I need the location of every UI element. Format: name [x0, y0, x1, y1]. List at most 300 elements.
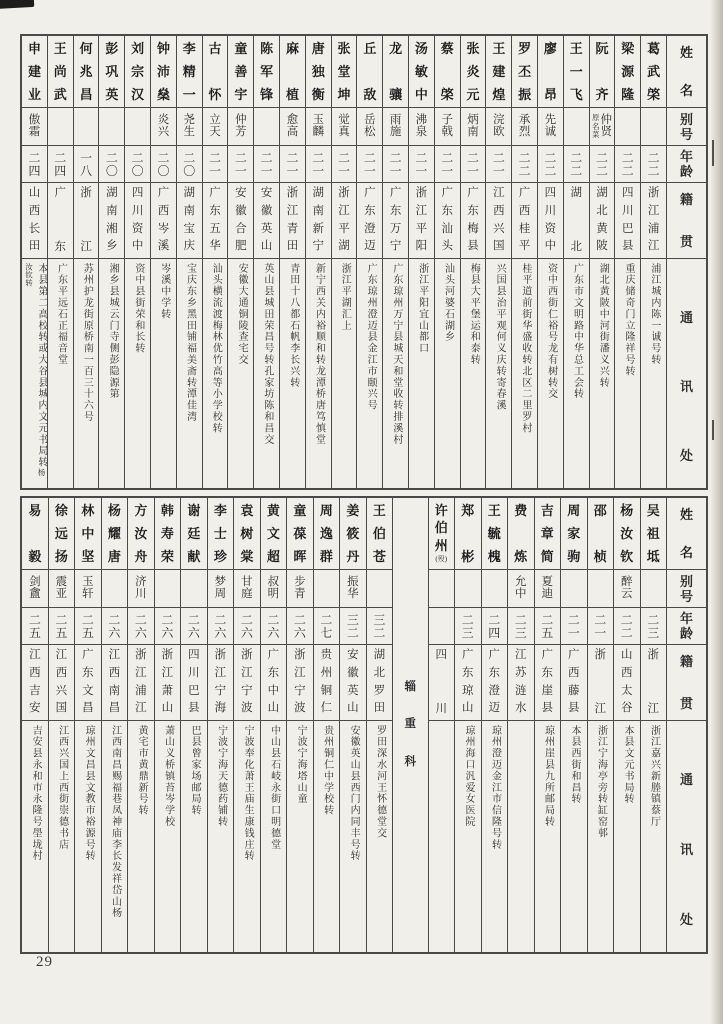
native-cell: 安 徽 合 肥 [228, 183, 253, 259]
alias-text: 浣 欧 [493, 113, 505, 138]
alias-cell [48, 108, 73, 146]
alias-cell [429, 570, 455, 608]
header-cell-age: 年 龄 [667, 146, 706, 183]
native-cell: 广 东 五 华 [203, 183, 228, 259]
alias-text: 沸 泉 [415, 113, 428, 138]
age-cell: 二 二 [564, 146, 589, 183]
age-cell: 二 六 [181, 608, 207, 645]
age-cell: 二 二 [614, 608, 640, 645]
alias-note: 原 名 菜 [592, 113, 600, 140]
age-cell: 二 六 [208, 608, 234, 645]
address-text: 资中县街荣和长转 [132, 263, 144, 355]
age-cell: 二 六 [261, 608, 287, 645]
directory-table-top [20, 34, 708, 490]
address-cell [125, 259, 150, 488]
address-text: 兴国县治平观何义庆转寄春溪 [494, 263, 506, 412]
alias-cell [641, 570, 667, 608]
person-column [614, 36, 640, 488]
age-cell: 二 一 [306, 146, 331, 183]
address-text: 苏州护龙街原桥南一百三十六号 [81, 263, 93, 423]
address-cell [151, 259, 176, 488]
name-cell: 蔡 棨 [435, 36, 460, 108]
person-column [22, 36, 47, 488]
section-divider-column: 辎 重 科 [392, 498, 427, 952]
alias-cell [22, 570, 48, 608]
age-cell [429, 608, 455, 645]
person-column [22, 498, 48, 952]
alias-cell [561, 570, 587, 608]
address-cell [22, 721, 48, 952]
address-cell [383, 259, 408, 488]
alias-text: 仲 贤 [600, 113, 612, 138]
native-cell: 浙 江 浦 江 [641, 183, 666, 259]
address-cell [641, 721, 667, 952]
person-column [101, 498, 128, 952]
person-column [313, 498, 340, 952]
name-cell: 方 汝 舟 [128, 498, 154, 570]
person-column [331, 36, 357, 488]
person-column [640, 498, 667, 952]
native-cell: 贵 州 铜 仁 [314, 645, 340, 721]
native-cell: 广 东 澄 迈 [357, 183, 382, 259]
name-cell: 童 善 宇 [228, 36, 253, 108]
alias-cell [181, 570, 207, 608]
address-cell [561, 721, 587, 952]
person-column [98, 36, 124, 488]
native-cell: 湖 北 黄 陂 [590, 183, 615, 259]
address-text: 浙江宁海亭旁转缸窑邨 [595, 725, 607, 839]
alias-text: 震 亚 [55, 575, 68, 600]
address-text: 琼州海口汎爱女医院 [463, 725, 474, 828]
alias-cell [615, 108, 640, 146]
header-column [666, 36, 706, 488]
alias-text: 玉 麟 [312, 113, 324, 138]
name-cell: 谢 廷 献 [181, 498, 207, 570]
address-cell [357, 259, 382, 488]
age-cell: 二 七 [314, 608, 340, 645]
alias-cell [535, 570, 561, 608]
alias-text: 立 天 [209, 113, 221, 138]
native-cell: 广 东 [48, 183, 73, 259]
native-cell: 湖 南 新 宁 [306, 183, 331, 259]
alias-text: 振 华 [347, 575, 359, 600]
address-text: 湖北黄陂中河街潘义兴转 [597, 263, 609, 389]
address-cell [590, 259, 615, 488]
native-cell: 广 西 藤 县 [561, 645, 587, 721]
scan-corner-smudge [0, 0, 34, 9]
address-text: 琼州崖县九所邮局转 [542, 725, 554, 828]
person-column [454, 498, 481, 952]
age-cell: 二 一 [332, 146, 357, 183]
age-cell: 二 一 [280, 146, 305, 183]
alias-cell [177, 108, 202, 146]
person-column [47, 36, 73, 488]
name-cell: 王 一 飞 [564, 36, 589, 108]
person-column [534, 498, 561, 952]
address-text: 宁波奉化萧王庙生康钱庄转 [242, 725, 254, 862]
person-column [233, 498, 260, 952]
native-cell: 广 东 万 宁 [383, 183, 408, 259]
alias-text: 梦 周 [214, 575, 227, 600]
age-cell: 二 一 [383, 146, 408, 183]
alias-cell [641, 108, 666, 146]
address-cell [49, 721, 75, 952]
alias-text: 雨 施 [389, 113, 402, 138]
header-cell-name: 姓 名 [667, 36, 706, 108]
alias-text: 觉 真 [338, 113, 350, 138]
address-text: 宝庆东乡黑田铺福美斋转潭佳湾 [184, 263, 196, 423]
native-cell: 浙 江 青 田 [280, 183, 305, 259]
address-text: 英山县城田荣昌号转孔家坊陈和昌交 [261, 263, 273, 446]
age-cell: 二 二 [538, 146, 563, 183]
alias-text: 剑 盦 [29, 575, 41, 600]
alias-text: 承 烈 [518, 113, 531, 138]
alias-text: 步 青 [294, 575, 306, 600]
alias-text: 允 中 [515, 575, 527, 600]
alias-cell [254, 108, 279, 146]
alias-text: 济 川 [135, 575, 147, 600]
name-cell: 唐 独 衡 [306, 36, 331, 108]
address-text: 琼州文昌县文教市裕源号转 [83, 725, 95, 862]
person-column [286, 498, 313, 952]
native-cell: 四 川 资 中 [125, 183, 150, 259]
person-column [587, 498, 614, 952]
address-cell [409, 259, 434, 488]
address-cell [508, 721, 534, 952]
address-cell [367, 721, 393, 952]
address-cell [75, 721, 101, 952]
native-cell: 广 东 崖 县 [535, 645, 561, 721]
address-cell [486, 259, 511, 488]
name-cell: 林 中 坚 [75, 498, 101, 570]
age-cell: 二 六 [287, 608, 313, 645]
native-cell: 四 川 巴 县 [181, 645, 207, 721]
alias-cell [99, 108, 124, 146]
header-cell-name: 姓 名 [667, 498, 706, 570]
address-text: 广东平远石正福音堂 [55, 263, 67, 366]
person-column [176, 36, 202, 488]
alias-text: 炎 兴 [157, 113, 170, 138]
native-cell: 江 西 兴 国 [486, 183, 511, 259]
person-column [48, 498, 75, 952]
person-column [481, 498, 508, 952]
address-cell [234, 721, 260, 952]
person-column [150, 36, 176, 488]
person-column [537, 36, 563, 488]
name-cell: 阮 齐 [590, 36, 615, 108]
name-cell: 汤 敏 中 [409, 36, 434, 108]
alias-cell [203, 108, 228, 146]
person-column [640, 36, 666, 488]
address-cell [306, 259, 331, 488]
alias-cell [125, 108, 150, 146]
address-cell [340, 721, 366, 952]
person-column [202, 36, 228, 488]
scan-gutter-mark [712, 420, 714, 440]
name-cell: 麻 植 [280, 36, 305, 108]
header-cell-alias: 别 号 [667, 570, 706, 608]
address-cell [48, 259, 73, 488]
address-text: 汕头横流渡梅林优竹高等小学校转 [210, 263, 222, 434]
alias-cell [208, 570, 234, 608]
age-cell: 二 五 [22, 608, 48, 645]
alias-cell [486, 108, 511, 146]
alias-cell [228, 108, 253, 146]
native-cell: 湖 北 [564, 183, 589, 259]
native-cell: 广 东 文 昌 [75, 645, 101, 721]
alias-cell [155, 570, 181, 608]
age-cell: 二 五 [535, 608, 561, 645]
header-cell-alias: 别 号 [667, 108, 706, 146]
native-cell: 四 川 资 中 [538, 183, 563, 259]
name-cell: 吴 祖 坻 [641, 498, 667, 570]
alias-cell [102, 570, 128, 608]
person-column [279, 36, 305, 488]
native-cell: 广 东 澄 迈 [482, 645, 508, 721]
alias-cell [314, 570, 340, 608]
name-cell: 袁 树 棠 [234, 498, 260, 570]
age-cell: 二 一 [254, 146, 279, 183]
address-cell [512, 259, 537, 488]
name-cell: 何 兆 昌 [74, 36, 99, 108]
address-cell [461, 259, 486, 488]
address-cell [280, 259, 305, 488]
address-text: 重庆储奇门立隆祥号转 [623, 263, 635, 377]
address-text: 江西南昌赐福巷凤神庙李长发祥岱山杨 [109, 725, 121, 919]
native-cell: 湖 北 罗 田 [367, 645, 393, 721]
header-cell-address: 通 讯 处 [679, 772, 693, 927]
person-column [339, 498, 366, 952]
person-column [460, 36, 486, 488]
age-cell: 二 一 [486, 146, 511, 183]
age-cell: 二 一 [357, 146, 382, 183]
native-cell: 浙 江 宁 海 [208, 645, 234, 721]
age-cell: 二 〇 [177, 146, 202, 183]
address-text: 罗田深水河王怀德堂交 [374, 725, 386, 839]
native-cell: 安 徽 英 山 [254, 183, 279, 259]
age-cell: 二 二 [512, 146, 537, 183]
name-cell: 费 炼 [508, 498, 534, 570]
address-text: 湘乡县城云门寺侧彭隐源第 [107, 263, 119, 400]
name-cell: 吉 章 简 [535, 498, 561, 570]
address-text: 广东琼州澄迈县金江市颐兴号 [365, 263, 377, 412]
age-cell: 二 六 [128, 608, 154, 645]
address-text: 巴县曾家场邮局转 [189, 725, 201, 817]
address-text: 浙江平湖汇上 [339, 263, 351, 332]
address-text: 岑溪中学转 [158, 263, 170, 320]
address-text: 浙江嘉兴新塍镇蔡厅 [648, 725, 660, 828]
name-cell: 张 炎 元 [461, 36, 486, 108]
address-text: 黄宅市黄鼎新号转 [136, 725, 148, 817]
person-column [613, 498, 640, 952]
person-column [428, 498, 455, 952]
alias-cell [512, 108, 537, 146]
person-column [507, 498, 534, 952]
address-text: 本县文元书局转 [622, 725, 633, 805]
address-text: 琼州澄迈金江市信隆号转 [489, 725, 501, 851]
person-column [74, 498, 101, 952]
age-cell: 二 〇 [125, 146, 150, 183]
address-cell [208, 721, 234, 952]
native-cell: 四 川 巴 县 [615, 183, 640, 259]
address-text: 萧山义桥镇苔岑学校 [162, 725, 174, 828]
alias-cell [435, 108, 460, 146]
name-cell: 廖 昂 [538, 36, 563, 108]
name-note: (殁) [435, 554, 448, 563]
person-column [485, 36, 511, 488]
name-cell: 黄 文 超 [261, 498, 287, 570]
address-text: 宁波宁海天德药铺转 [215, 725, 227, 828]
address-cell [455, 721, 481, 952]
age-cell: 二 三 [641, 608, 667, 645]
name-cell: 郑 彬 [455, 498, 481, 570]
alias-cell [332, 108, 357, 146]
address-cell [614, 721, 640, 952]
native-cell: 浙 江 [641, 645, 667, 721]
alias-text: 叔 明 [267, 575, 280, 600]
person-column [180, 498, 207, 952]
native-cell: 安 徽 英 山 [340, 645, 366, 721]
native-cell: 江 西 吉 安 [22, 645, 48, 721]
alias-text: 子 戟 [441, 113, 453, 138]
address-text: 广东琼州万宁县城天和堂收转排溪村 [390, 263, 402, 446]
alias-cell [409, 108, 434, 146]
name-cell: 钟 沛 燊 [151, 36, 176, 108]
address-cell [314, 721, 340, 952]
person-column [227, 36, 253, 488]
alias-cell [234, 570, 260, 608]
name-cell: 姜 筱 丹 [340, 498, 366, 570]
name-cell: 丘 敌 [357, 36, 382, 108]
age-cell: 二 五 [49, 608, 75, 645]
name-cell: 王 伯 苍 [367, 498, 393, 570]
address-cell [203, 259, 228, 488]
address-text: 浦江城内陈一诚号转 [648, 263, 660, 366]
name-cell: 徐 远 扬 [49, 498, 75, 570]
alias-cell [75, 570, 101, 608]
age-cell: 二 二 [590, 146, 615, 183]
address-cell [99, 259, 124, 488]
address-cell [228, 259, 253, 488]
header-column [666, 498, 706, 952]
alias-cell [367, 570, 393, 608]
address-cell [538, 259, 563, 488]
native-cell: 浙 江 平 阳 [409, 183, 434, 259]
address-cell [128, 721, 154, 952]
name-cell: 刘 宗 汉 [125, 36, 150, 108]
native-cell: 浙 江 萧 山 [155, 645, 181, 721]
address-text: 桂平道前街华盛收转北区二里罗村 [519, 263, 531, 434]
address-text: 吉安县永和市永隆号壆垅村 [30, 725, 42, 862]
native-cell: 山 西 太 谷 [614, 645, 640, 721]
address-text: 宁波宁海塔山童 [295, 725, 307, 805]
native-cell: 浙 江 浦 江 [128, 645, 154, 721]
name-cell: 王 尚 武 [48, 36, 73, 108]
address-text: 浙江平阳宜山都口 [416, 263, 428, 355]
address-text: 江西兴国上西街崇德书店 [56, 725, 68, 851]
address-cell [74, 259, 99, 488]
person-column [563, 36, 589, 488]
name-cell: 王 毓 槐 [482, 498, 508, 570]
native-cell: 江 西 兴 国 [49, 645, 75, 721]
native-cell: 湖 南 宝 庆 [177, 183, 202, 259]
age-cell: 二 三 [455, 608, 481, 645]
age-cell: 二 一 [588, 608, 614, 645]
address-cell [641, 259, 666, 488]
address-text: 本县第二高校转或大谷县城内文元书局转杨汝钦转 [24, 263, 47, 477]
native-cell: 浙 江 [74, 183, 99, 259]
native-cell: 浙 江 宁 波 [287, 645, 313, 721]
alias-cell [74, 108, 99, 146]
name-cell: 邵 桢 [588, 498, 614, 570]
alias-cell [614, 570, 640, 608]
alias-text: 岳 松 [364, 113, 376, 138]
age-cell: 二 四 [22, 146, 47, 183]
header-cell-native: 籍 贯 [667, 645, 706, 721]
name-cell: 古 怀 [203, 36, 228, 108]
alias-cell [588, 570, 614, 608]
person-column [127, 498, 154, 952]
name-cell: 龙 骧 [383, 36, 408, 108]
native-cell: 江 苏 涟 水 [508, 645, 534, 721]
age-cell: 二 四 [482, 608, 508, 645]
native-cell: 四 川 [429, 645, 455, 721]
age-cell: 二 一 [203, 146, 228, 183]
age-cell: 二 一 [461, 146, 486, 183]
native-cell: 江 西 南 昌 [102, 645, 128, 721]
alias-text: 玉 轩 [82, 575, 94, 600]
person-column [207, 498, 234, 952]
name-cell: 周 家 驹 [561, 498, 587, 570]
person-column [589, 36, 615, 488]
directory-table-bottom [20, 496, 708, 954]
name-cell: 彭 巩 英 [99, 36, 124, 108]
alias-cell [261, 570, 287, 608]
alias-cell [151, 108, 176, 146]
alias-cell [357, 108, 382, 146]
person-column [260, 498, 287, 952]
person-column [560, 498, 587, 952]
address-cell [254, 259, 279, 488]
alias-cell [340, 570, 366, 608]
address-cell [177, 259, 202, 488]
age-cell: 二 〇 [151, 146, 176, 183]
age-cell: 二 一 [561, 608, 587, 645]
native-cell: 广 西 岑 溪 [151, 183, 176, 259]
native-cell: 山 西 长 田 [22, 183, 47, 259]
alias-cell [538, 108, 563, 146]
address-cell [535, 721, 561, 952]
native-cell: 浙 江 [588, 645, 614, 721]
name-cell: 王 建 煌 [486, 36, 511, 108]
address-cell [482, 721, 508, 952]
age-cell: 二 五 [75, 608, 101, 645]
scan-gutter-mark [712, 140, 714, 166]
address-note: 杨汝钦转 [24, 263, 46, 477]
alias-cell [306, 108, 331, 146]
age-cell: 二 六 [155, 608, 181, 645]
alias-text: 醉 云 [621, 575, 633, 600]
alias-cell [590, 108, 615, 146]
address-cell [429, 721, 455, 952]
name-cell: 申 建 业 [22, 36, 47, 108]
person-column [124, 36, 150, 488]
name-cell: 梁 源 隆 [615, 36, 640, 108]
address-text: 安徽大通铜陵查宅交 [236, 263, 248, 366]
address-cell [435, 259, 460, 488]
native-cell: 浙 江 宁 波 [234, 645, 260, 721]
age-cell: 二 〇 [99, 146, 124, 183]
